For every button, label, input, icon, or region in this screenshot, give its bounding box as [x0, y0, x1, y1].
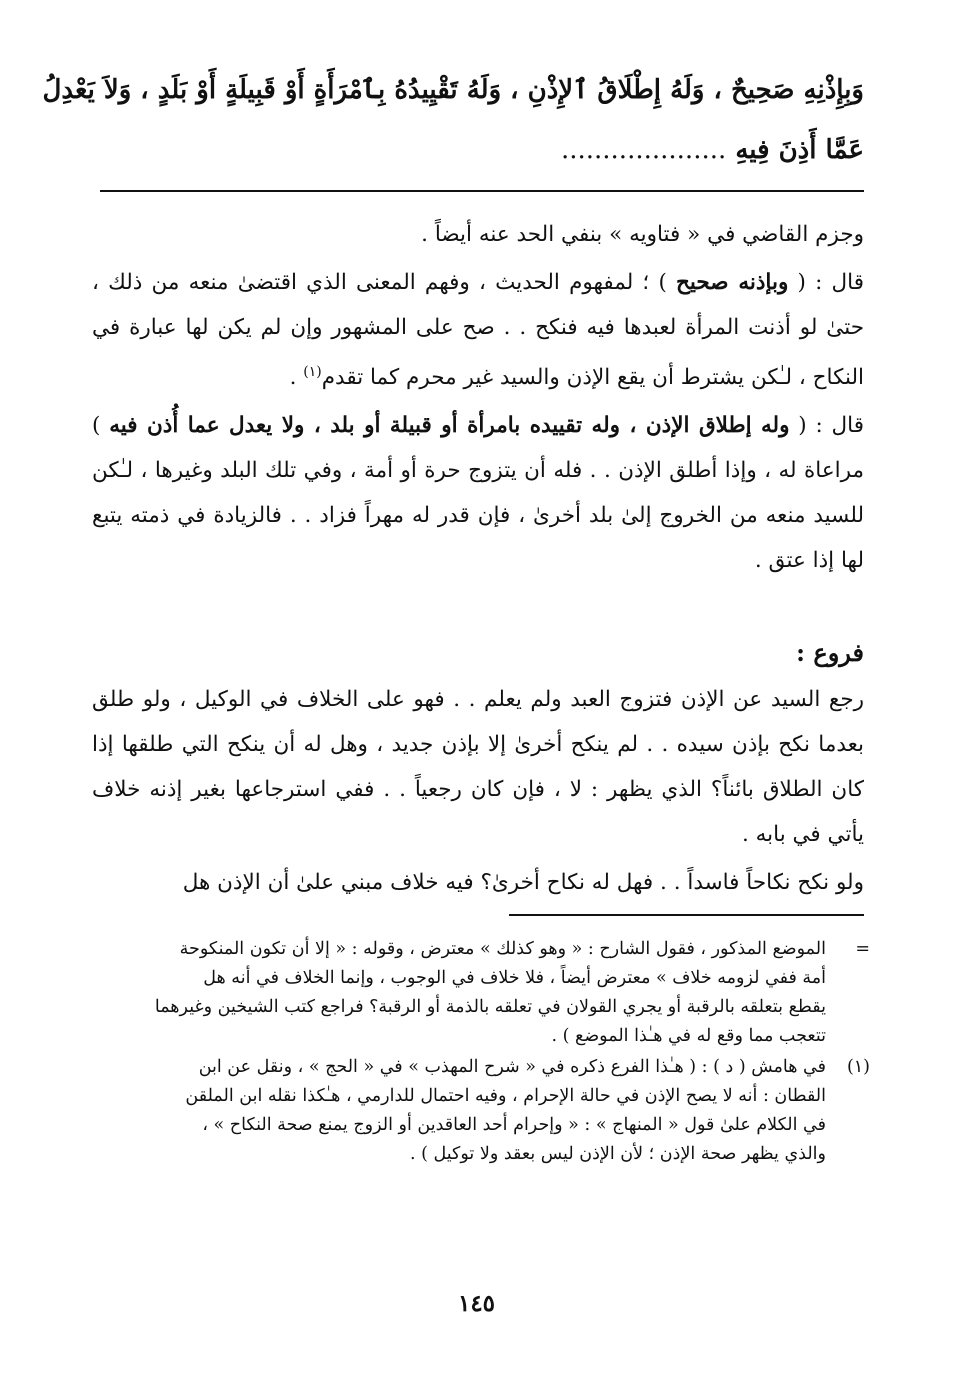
footnote-line: في هامش ( د ) : ( هـٰذا الفرع ذكره في « شرح المهذب » في « الحج » ، ونقل عن ابن — [198, 1057, 826, 1077]
matn-text — [42, 60, 864, 180]
footnote-mark: (١) — [846, 1057, 870, 1077]
sharh-paragraph-4: رجع السيد عن الإذن فتزوج العبد ولم يعلم . . فهو على الخلاف في الوكيل ، ولو طلق بعدما نكح بإذن سيده . . لم ينكح أخرىٰ إلا بإذن جديد ، وهل له أن ينكح التي طلقها إذا كان الطلاق بائناً؟ الذي يظهر : لا ، فإن كان رجعياً . . ففي استرجاعها بغير إذنه خلاف يأتي في بابه . — [92, 687, 864, 848]
matn-block — [42, 60, 864, 180]
footnote-separator-rule — [509, 914, 864, 916]
footnote-line: القطان : أنه لا يصح الإذن في حالة الإحرام ، وفيه احتمال للدارمي ، هـٰكذا نقله ابن الملقن — [185, 1086, 826, 1106]
footnote-body — [92, 1053, 826, 1169]
footnote-line: تتعجب مما وقع له في هـٰذا الموضع ) . — [551, 1026, 826, 1046]
sharh-paragraph-2 — [92, 260, 864, 400]
matn-line-1: وَبِإِذْنِهِ صَحِيحٌ ، وَلَهُ إِطْلَاقُ ٱلإِذْنِ ، وَلَهُ تَقْيِيدُهُ بِٱمْرَأَةٍ أَوْ قَبِيلَةٍ أَوْ بَلَدٍ ، وَلاَ يَعْدِلُ — [42, 75, 864, 105]
footnote-1 — [92, 1053, 870, 1169]
page-number: ١٤٥ — [457, 1290, 496, 1317]
footnote-line: الموضع المذكور ، فقول الشارح : « وهو كذلك » معترض ، وقوله : « إلا أن تكون المنكوحة — [179, 939, 826, 959]
matn-line-2 — [92, 120, 864, 180]
footnote-line: أمة ففي لزومه خلاف » معترض أيضاً ، فلا خلاف في الوجوب ، وإنما الخلاف في أنه هل — [203, 968, 826, 988]
commentary-end: . — [289, 365, 304, 391]
footnote-line: يقطع بتعلقه بالرقبة أو يجري القولان في تعلقه بالذمة أو الرقبة؟ فراجع كتب الشيخين وغيرهما — [154, 997, 826, 1017]
commentary-text: ) ؛ لمفهوم الحديث ، وفهم المعنى الذي اقتضىٰ منعه من ذلك ، حتىٰ لو أذنت المرأة لعبدها فيه فنكح . . صح على المشهور وإن لم يكن لها عبارة في النكاح ، لـٰكن يشترط أن يقع الإذن والسيد غير محرم كما تقدم — [92, 270, 864, 391]
matn-dots: .................... — [560, 135, 727, 165]
footnote-ref-1[interactable]: (١) — [303, 364, 322, 380]
footnote-continued — [92, 935, 870, 1051]
sharh-commentary — [92, 212, 864, 908]
footnote-body — [92, 935, 826, 1051]
quote-intro: قال : ( — [789, 413, 864, 439]
footnotes — [92, 935, 870, 1171]
quote-intro: قال : ( — [788, 270, 864, 295]
matn-separator-rule — [100, 190, 864, 192]
sharh-paragraph-1: وجزم القاضي في « فتاويه » بنفي الحد عنه أيضاً . — [421, 222, 864, 247]
commentary-text: ) مراعاة له ، وإذا أطلق الإذن . . فله أن يتزوج حرة أو أمة ، وفي تلك البلد وغيرها ، لـٰكن للسيد منعه من الخروج إلىٰ بلد أخرىٰ ، فإن قدر له مهراً فزاد . . فالزيادة في ذمته يتبع لها إذا عتق . — [92, 413, 864, 574]
footnote-line: في الكلام علىٰ قول « المنهاج » : « وإحرام أحد العاقدين أو الزوج يمنع صحة النكاح » ، — [202, 1115, 826, 1135]
sharh-paragraph-5: ولو نكح نكاحاً فاسداً . . فهل له نكاح أخرىٰ؟ فيه خلاف مبني علىٰ أن الإذن هل — [182, 870, 864, 896]
footnote-mark: = — [855, 939, 870, 959]
section-heading: فروع : — [796, 638, 864, 668]
quoted-matn: وبإذنه صحيح — [676, 270, 789, 295]
matn-line-2-text: عَمَّا أَذِنَ فِيهِ — [735, 135, 864, 165]
sharh-paragraph-3 — [92, 403, 864, 583]
quoted-matn: وله إطلاق الإذن ، وله تقييده بامرأة أو قبيلة أو بلد ، ولا يعدل عما أُذن فيه — [109, 413, 790, 439]
footnote-line: والذي يظهر صحة الإذن ؛ لأن الإذن ليس بعقد ولا توكيل ) . — [409, 1144, 826, 1164]
